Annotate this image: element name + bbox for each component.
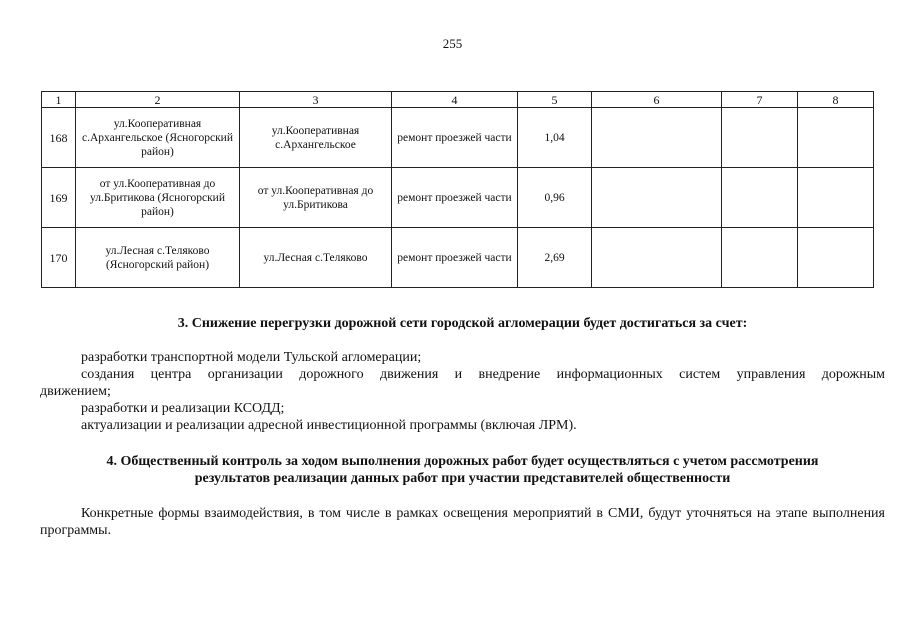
section-4-heading-line-2: результатов реализации данных работ при участии представителей общественности — [194, 471, 731, 486]
empty-cell-6 — [592, 228, 722, 288]
empty-cell-8 — [798, 228, 874, 288]
empty-cell-6 — [592, 108, 722, 168]
work-type-cell: ремонт проезжей части — [392, 168, 518, 228]
segment-cell: ул.Лесная с.Теляково — [240, 228, 392, 288]
row-number-cell: 169 — [42, 168, 76, 228]
table-row — [42, 108, 874, 168]
column-header: 8 — [798, 92, 874, 108]
list-item-continuation: движением; — [40, 384, 111, 399]
section-4-paragraph: Конкретные формы взаимодействия, в том числе в рамках освещения мероприятий в СМИ, будут уточняться на этапе выполнения программы. — [40, 506, 885, 538]
work-type-cell: ремонт проезжей части — [392, 108, 518, 168]
column-header: 4 — [392, 92, 518, 108]
empty-cell-7 — [722, 168, 798, 228]
list-item: актуализации и реализации адресной инвестиционной программы (включая ЛРМ). — [81, 418, 577, 433]
location-cell: ул.Кооперативная с.Архангельское (Ясногорский район) — [76, 108, 240, 168]
empty-cell-8 — [798, 108, 874, 168]
road-works-table — [41, 91, 874, 288]
page-number: 255 — [442, 36, 463, 51]
table-row — [42, 168, 874, 228]
location-cell: ул.Лесная с.Теляково (Ясногорский район) — [76, 228, 240, 288]
empty-cell-6 — [592, 168, 722, 228]
empty-cell-7 — [722, 228, 798, 288]
length-cell: 1,04 — [518, 108, 592, 168]
empty-cell-7 — [722, 108, 798, 168]
segment-cell: ул.Кооперативная с.Архангельское — [240, 108, 392, 168]
row-number-cell: 170 — [42, 228, 76, 288]
list-item: разработки транспортной модели Тульской агломерации; — [81, 350, 422, 365]
column-header: 6 — [592, 92, 722, 108]
row-number-cell: 168 — [42, 108, 76, 168]
location-cell: от ул.Кооперативная до ул.Бритикова (Ясногорский район) — [76, 168, 240, 228]
empty-cell-8 — [798, 168, 874, 228]
column-header: 2 — [76, 92, 240, 108]
length-cell: 2,69 — [518, 228, 592, 288]
length-cell: 0,96 — [518, 168, 592, 228]
column-header: 1 — [42, 92, 76, 108]
section-4-heading-line-1: 4. Общественный контроль за ходом выполнения дорожных работ будет осуществляться с учетом рассмотрения — [106, 454, 819, 469]
section-3-heading: 3. Снижение перегрузки дорожной сети городской агломерации будет достигаться за счет: — [177, 316, 748, 331]
column-header: 5 — [518, 92, 592, 108]
segment-cell: от ул.Кооперативная до ул.Бритикова — [240, 168, 392, 228]
list-item: создания центра организации дорожного движения и внедрение информационных систем управления дорожным — [81, 367, 885, 382]
table-row — [42, 228, 874, 288]
work-type-cell: ремонт проезжей части — [392, 228, 518, 288]
table-header-row — [42, 92, 874, 108]
list-item: разработки и реализации КСОДД; — [81, 401, 285, 416]
column-header: 3 — [240, 92, 392, 108]
column-header: 7 — [722, 92, 798, 108]
